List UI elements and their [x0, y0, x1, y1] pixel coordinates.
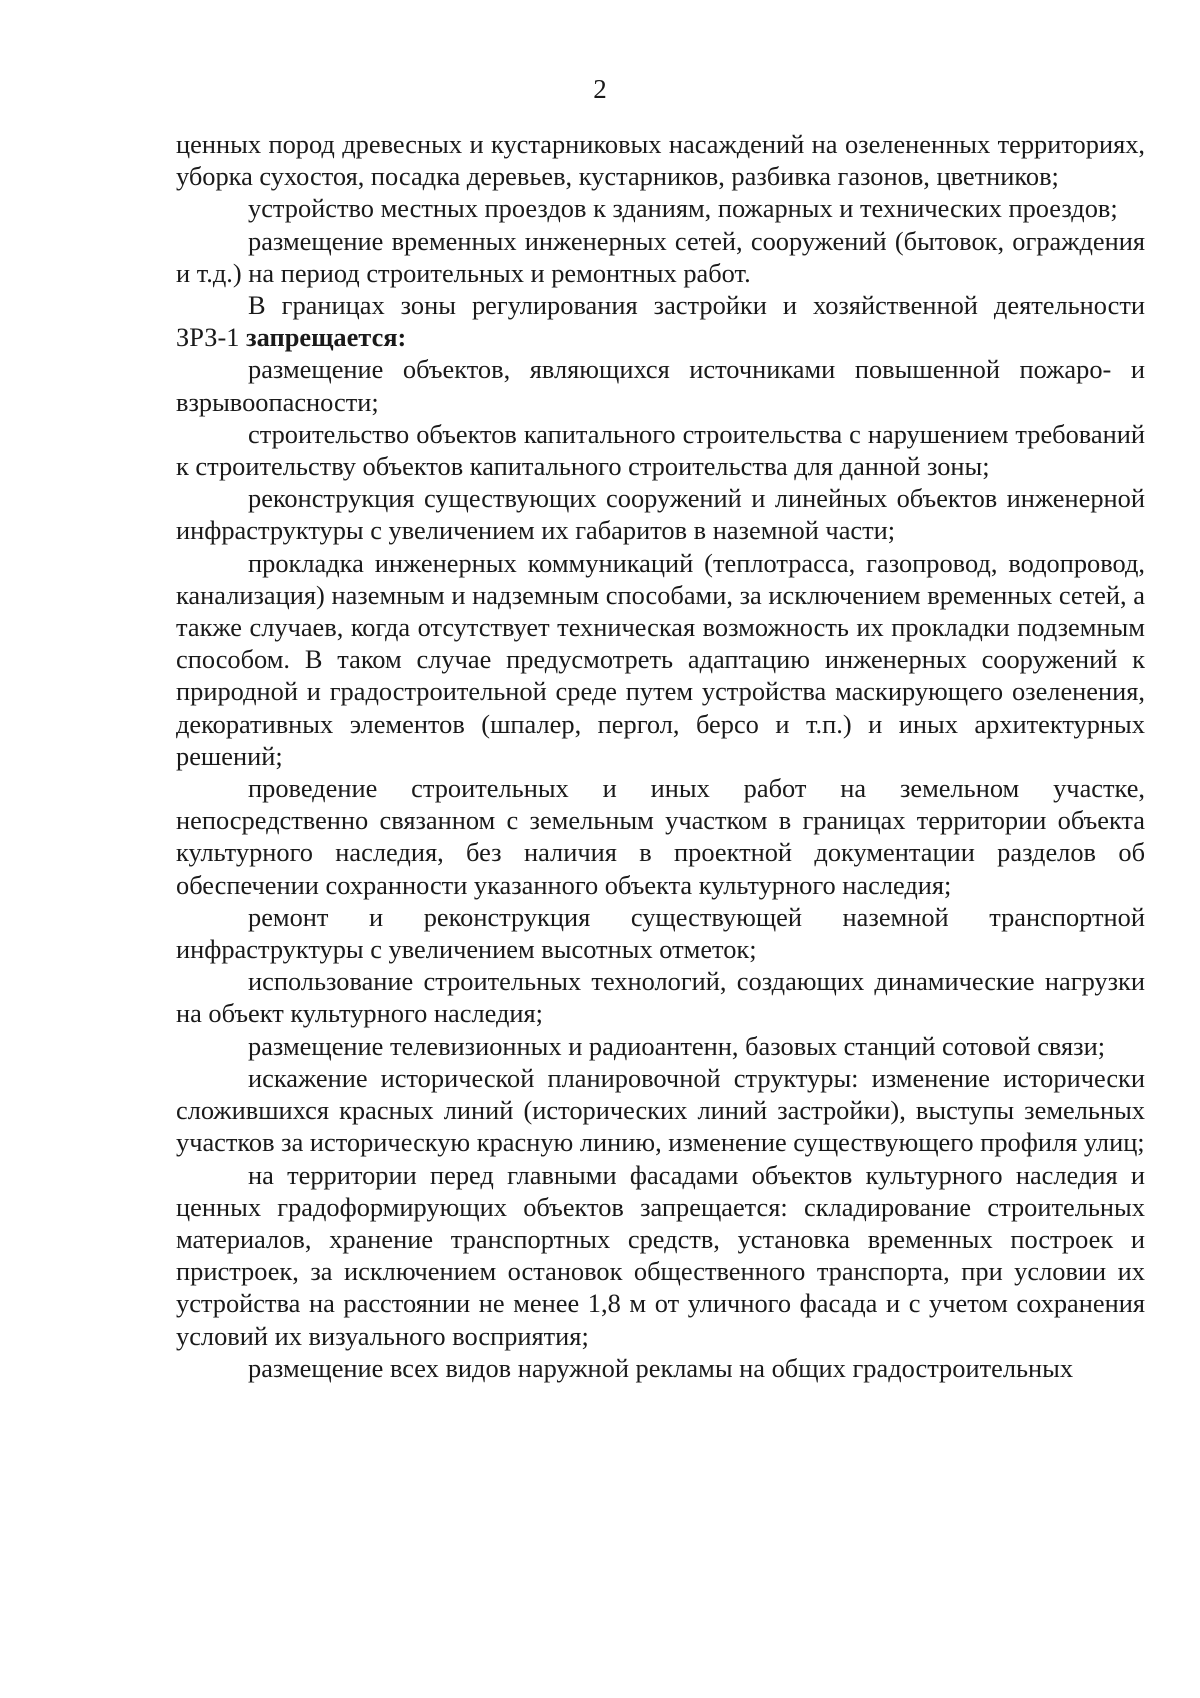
paragraph-continuation: ценных пород древесных и кустарниковых насаждений на озелененных территориях, уборка сухостоя, посадка деревьев, кустарников, разбивка газонов, цветников;: [176, 129, 1145, 192]
paragraph-dynamic-loads: использование строительных технологий, создающих динамические нагрузки на объект культурного наследия;: [176, 966, 1145, 1029]
paragraph-works-near-heritage: проведение строительных и иных работ на земельном участке, непосредственно связанном с земельным участком в границах территории объекта культурного наследия, без наличия в проектной документации разделов об обеспечении сохранности указанного объекта культурного наследия;: [176, 773, 1145, 900]
paragraph-antennas: размещение телевизионных и радиоантенн, базовых станций сотовой связи;: [248, 1030, 1106, 1061]
paragraph-local-driveways: устройство местных проездов к зданиям, пожарных и технических проездов;: [248, 193, 1118, 224]
paragraph-planning-structure: искажение исторической планировочной структуры: изменение исторически сложившихся красных линий (исторических линий застройки), выступы земельных участков за историческую красную линию, изменение существующего профиля улиц;: [176, 1062, 1145, 1158]
paragraph-advertising: размещение всех видов наружной рекламы на общих градостроительных: [248, 1352, 1074, 1383]
paragraph-utilities: прокладка инженерных коммуникаций (теплотрасса, газопровод, водопровод, канализация) наземным и надземным способами, за исключением временных сетей, а также случаев, когда отсутствует техническая возможность их прокладки подземным способом. В таком случае предусмотреть адаптацию инженерных сооружений к природной и градостроительной среде путем устройства маскирующего озеленения, декоративных элементов (шпалер, пергол, берсо и т.п.) и иных архитектурных решений;: [176, 547, 1145, 771]
paragraph-transport-repair: ремонт и реконструкция существующей наземной транспортной инфраструктуры с увеличением высотных отметок;: [176, 901, 1145, 965]
zone-intro-text: В границах зоны регулирования застройки и хозяйственной деятельности ЗРЗ-1: [176, 290, 1145, 353]
paragraph-fire-hazard: размещение объектов, являющихся источниками повышенной пожаро- и взрывоопасности;: [176, 354, 1145, 417]
paragraph-construction-violation: строительство объектов капитального строительства с нарушением требований к строительству объектов капитального строительства для данной зоны;: [176, 418, 1145, 482]
page-number: 2: [593, 74, 607, 104]
document-body: [176, 128, 1145, 1384]
paragraph-temporary-networks: размещение временных инженерных сетей, сооружений (бытовок, ограждения и т.д.) на период строительных и ремонтных работ.: [176, 225, 1145, 288]
prohibited-heading: запрещается:: [246, 322, 407, 353]
paragraph-zone-intro: [176, 289, 1145, 353]
paragraph-main-facades: на территории перед главными фасадами объектов культурного наследия и ценных градоформирующих объектов запрещается: складирование строительных материалов, хранение транспортных средств, установка временных построек и пристроек, за исключением остановок общественного транспорта, при условии их устройства на расстоянии не менее 1,8 м от уличного фасада и с учетом сохранения условий их визуального восприятия;: [176, 1159, 1145, 1351]
paragraph-reconstruction: реконструкция существующих сооружений и линейных объектов инженерной инфраструктуры с увеличением их габаритов в наземной части;: [176, 483, 1145, 546]
